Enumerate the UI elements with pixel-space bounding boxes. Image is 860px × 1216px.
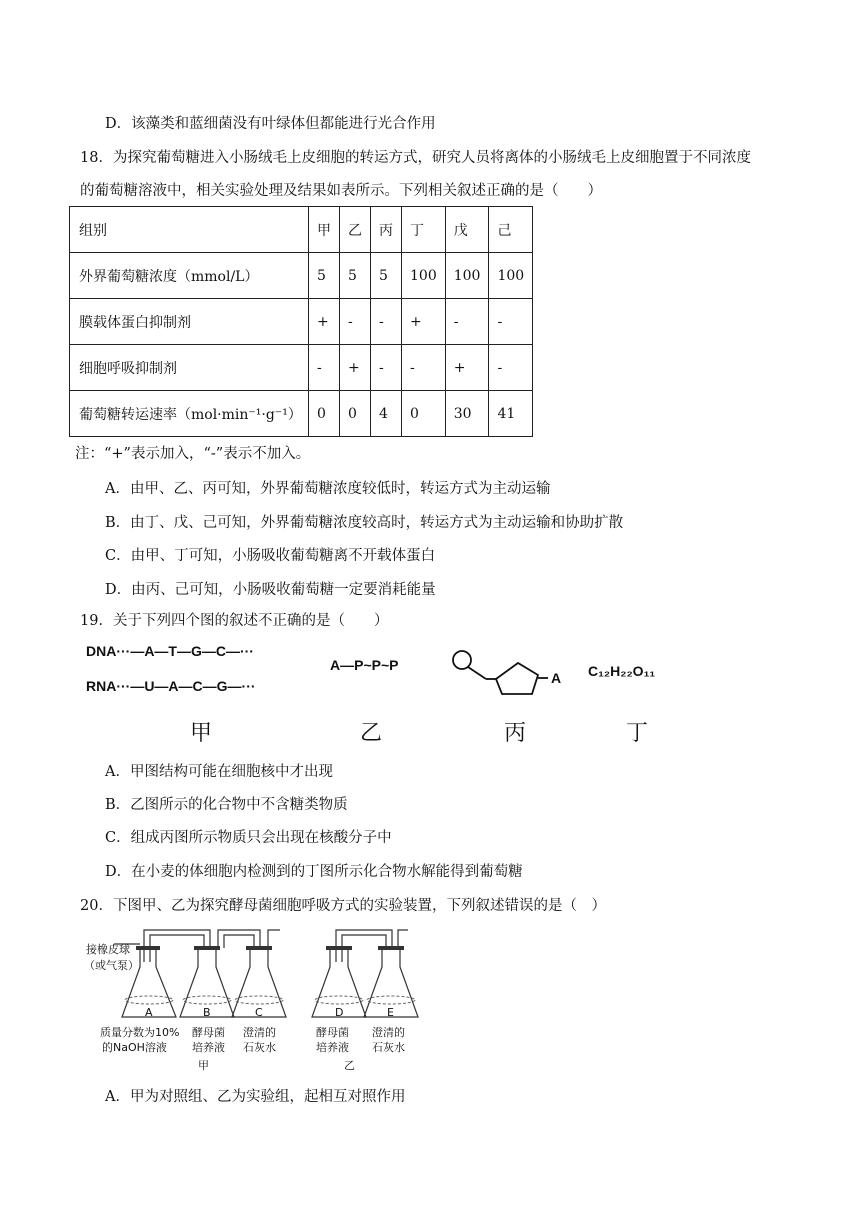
apparatus-diagram — [80, 922, 420, 1032]
table-cell: 葡萄糖转运速率（mol·min⁻¹·g⁻¹） — [70, 391, 309, 437]
table-cell: 30 — [445, 391, 489, 437]
flask-letter-c: C — [255, 1006, 263, 1019]
pump-label-line2: （或气泵） — [84, 959, 139, 972]
table-cell: - — [371, 345, 402, 391]
flask-a-label-line1: 质量分数为10% — [100, 1026, 180, 1039]
table-cell: + — [445, 345, 489, 391]
q18-option-b: B．由丁、戊、己可知，外界葡萄糖浓度较高时，转运方式为主动运输和协助扩散 — [105, 515, 624, 531]
flask-letter-a: A — [145, 1006, 153, 1019]
table-cell: - — [371, 299, 402, 345]
table-cell: - — [489, 345, 533, 391]
table-cell: 细胞呼吸抑制剂 — [70, 345, 309, 391]
flask-d-label-line1: 酵母菌 — [316, 1026, 349, 1039]
q18-stem-line2: 的葡萄糖溶液中，相关实验处理及结果如表所示。下列相关叙述正确的是（ ） — [80, 183, 602, 199]
q18-stem-line1: 18．为探究葡萄糖进入小肠绒毛上皮细胞的转运方式，研究人员将离体的小肠绒毛上皮细胞置于不同浓度 — [80, 150, 751, 166]
q18-data-table — [69, 206, 533, 437]
table-cell: + — [402, 299, 446, 345]
nucleotide-diagram — [450, 648, 560, 698]
q18-option-c: C．由甲、丁可知，小肠吸收葡萄糖离不开载体蛋白 — [105, 548, 436, 564]
nucleotide-base: A — [551, 670, 562, 686]
table-cell: 100 — [445, 253, 489, 299]
table-cell: 0 — [402, 391, 446, 437]
q17-option-d: D．该藻类和蓝细菌没有叶绿体但都能进行光合作用 — [105, 116, 436, 132]
table-cell: 丙 — [371, 207, 402, 253]
table-header-row — [70, 207, 533, 253]
q18-option-a: A．由甲、乙、丙可知，外界葡萄糖浓度较低时，转运方式为主动运输 — [105, 481, 551, 497]
flask-a-label-line2: 的NaOH溶液 — [102, 1041, 167, 1054]
table-row — [70, 345, 533, 391]
q18-option-d: D．由丙、己可知，小肠吸收葡萄糖一定要消耗能量 — [105, 582, 436, 598]
table-cell: 5 — [340, 253, 371, 299]
table-cell: 丁 — [402, 207, 446, 253]
table-row — [70, 391, 533, 437]
flask-c-label-line2: 石灰水 — [243, 1041, 276, 1054]
table-cell: - — [445, 299, 489, 345]
atp-structure: A—P~P~P — [330, 657, 399, 673]
table-cell: 戊 — [445, 207, 489, 253]
q19-option-b: B．乙图所示的化合物中不含糖类物质 — [105, 797, 348, 813]
flask-b-label-line1: 酵母菌 — [192, 1026, 225, 1039]
flask-c-label-line1: 澄清的 — [243, 1026, 276, 1039]
dna-strand: DNA···—A—T—G—C—··· — [86, 643, 254, 659]
table-cell: 100 — [489, 253, 533, 299]
table-cell: + — [340, 345, 371, 391]
q19-option-d: D．在小麦的体细胞内检测到的丁图所示化合物水解能得到葡萄糖 — [105, 864, 523, 880]
rna-strand: RNA···—U—A—C—G—··· — [86, 678, 256, 694]
table-row — [70, 299, 533, 345]
setup-label-yi: 乙 — [344, 1059, 355, 1072]
q20-option-a: A．甲为对照组、乙为实验组，起相互对照作用 — [105, 1089, 406, 1105]
table-cell: 膜载体蛋白抑制剂 — [70, 299, 309, 345]
figure-label-yi: 乙 — [360, 721, 383, 746]
figure-label-bing: 丙 — [504, 721, 527, 746]
table-cell: 41 — [489, 391, 533, 437]
q20-stem: 20．下图甲、乙为探究酵母菌细胞呼吸方式的实验装置，下列叙述错误的是（ ） — [80, 898, 606, 914]
figure-label-ding: 丁 — [626, 721, 649, 746]
table-cell: 乙 — [340, 207, 371, 253]
flask-e-label-line2: 石灰水 — [372, 1041, 405, 1054]
table-cell: - — [489, 299, 533, 345]
flask-letter-d: D — [335, 1006, 344, 1019]
table-cell: 组别 — [70, 207, 309, 253]
q18-note: 注：“+”表示加入，“-”表示不加入。 — [75, 446, 311, 462]
q19-stem: 19．关于下列四个图的叙述不正确的是（ ） — [80, 613, 389, 629]
table-cell: 4 — [371, 391, 402, 437]
figure-label-jia: 甲 — [190, 721, 213, 746]
table-cell: 100 — [402, 253, 446, 299]
flask-letter-e: E — [387, 1006, 394, 1019]
table-cell: 己 — [489, 207, 533, 253]
flask-d-label-line2: 培养液 — [316, 1041, 349, 1054]
flask-e-label-line1: 澄清的 — [372, 1026, 405, 1039]
setup-label-jia: 甲 — [198, 1059, 209, 1072]
table-cell: 5 — [371, 253, 402, 299]
table-cell: 外界葡萄糖浓度（mmol/L） — [70, 253, 309, 299]
pump-label-line1: 接橡皮球 — [86, 943, 130, 956]
table-cell: 甲 — [309, 207, 340, 253]
table-cell: 5 — [309, 253, 340, 299]
table-cell: - — [309, 345, 340, 391]
table-cell: + — [309, 299, 340, 345]
q19-option-a: A．甲图结构可能在细胞核中才出现 — [105, 764, 333, 780]
flask-b-label-line2: 培养液 — [192, 1041, 225, 1054]
table-cell: 0 — [340, 391, 371, 437]
table-row — [70, 253, 533, 299]
chemical-formula: C₁₂H₂₂O₁₁ — [588, 663, 656, 679]
table-cell: - — [402, 345, 446, 391]
q19-option-c: C．组成丙图所示物质只会出现在核酸分子中 — [105, 830, 392, 846]
table-cell: 0 — [309, 391, 340, 437]
table-cell: - — [340, 299, 371, 345]
flask-letter-b: B — [203, 1006, 211, 1019]
